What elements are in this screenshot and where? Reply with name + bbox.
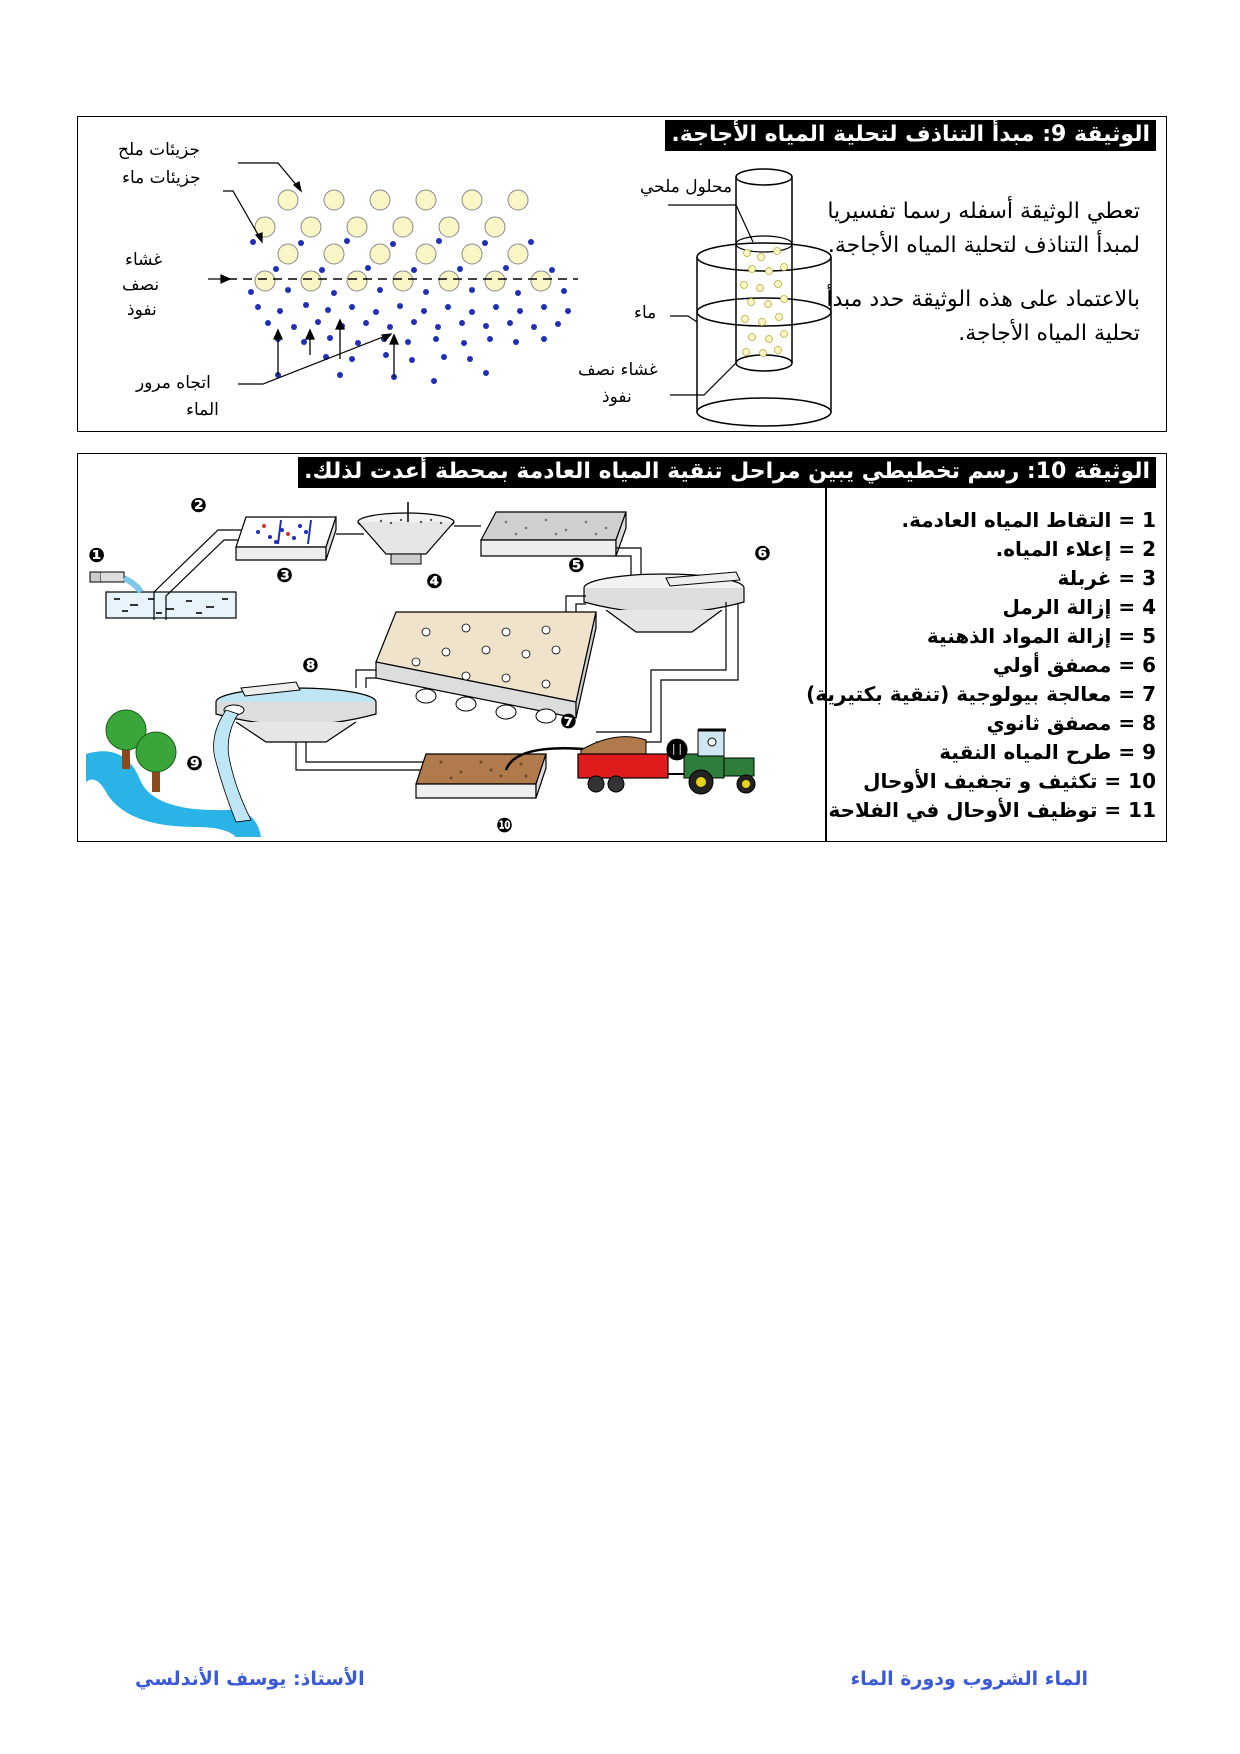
sludge-box [416,748,596,798]
legend-item-3: 3 = غربلة [1057,566,1156,590]
grease-box [481,512,626,556]
treatment-plant-diagram [86,492,821,837]
tube-membrane [736,355,792,371]
legend-item-7: 7 = معالجة بيولوجية (تنقية بكتيرية) [806,682,1156,706]
step-marker-10: ❿ [496,813,513,837]
footer-topic: الماء الشروب ودورة الماء [850,1668,1088,1690]
step-marker-3: ❸ [276,563,293,587]
step-marker-6: ❻ [754,541,771,565]
label-membrane-left-3: نفوذ [127,300,157,320]
step-marker-11: ⓫ [666,739,689,764]
legend-item-6: 6 = مصفق أولي [992,653,1156,677]
secondary-clarifier [216,682,376,742]
footer-teacher: الأستاذ: يوسف الأندلسي [135,1668,365,1690]
label-permeable-right: نفوذ [602,387,632,407]
doc9-question-line2: تحلية المياه الأجاجة. [958,321,1140,346]
step-marker-1: ❶ [88,543,105,567]
label-water-flow-2: الماء [186,400,219,420]
label-water: ماء [634,303,657,323]
legend-item-10: 10 = تكثيف و تجفيف الأوحال [863,769,1156,793]
label-membrane-left-1: غشاء [125,250,163,270]
legend-item-8: 8 = مصفق ثانوي [986,711,1156,735]
label-membrane-left-2: نصف [122,275,160,295]
legend-item-4: 4 = إزالة الرمل [1002,595,1156,619]
step-marker-7: ❼ [560,709,577,733]
label-salt-solution: محلول ملحي [640,177,733,197]
doc9-description-line1: تعطي الوثيقة أسفله رسما تفسيريا [827,199,1140,224]
grit-funnel [358,502,454,564]
tube-salt-dots [741,248,788,357]
label-salt-molecules: جزيئات ملح [118,140,201,160]
doc9-description-line2: لمبدأ التناذف لتحلية المياه الأجاجة. [827,233,1140,258]
legend-item-1: 1 = التقاط المياه العادمة. [901,508,1156,532]
document-9-box [77,116,1167,432]
biological-box [376,612,596,723]
step-marker-9: ❾ [186,751,203,775]
step-marker-8: ❽ [302,653,319,677]
doc10-title: الوثيقة 10: رسم تخطيطي يبين مراحل تنقية المياه العادمة بمحطة أعدت لذلك. [298,457,1156,488]
screening-box [236,517,336,560]
label-membrane-right: غشاء نصف [578,360,658,380]
legend-item-5: 5 = إزالة المواد الذهنية [926,624,1156,648]
primary-clarifier [584,572,744,632]
legend-item-2: 2 = إعلاء المياه. [995,537,1156,561]
step-marker-4: ❹ [426,569,443,593]
step-marker-5: ❺ [568,553,585,577]
doc9-title: الوثيقة 9: مبدأ التناذف لتحلية المياه الأجاجة. [665,120,1156,151]
beaker-bottom [697,398,831,426]
step-marker-2: ❷ [190,493,207,517]
inlet-tank [90,572,236,618]
label-water-molecules: جزيئات ماء [122,168,201,188]
document-10-box [77,453,1167,842]
doc9-question-line1: بالاعتماد على هذه الوثيقة حدد مبدأ [826,287,1140,312]
legend-item-11: 11 = توظيف الأوحال في الفلاحة [828,798,1156,822]
label-water-flow-1: اتجاه مرور [136,373,211,393]
tube-top-rim [736,169,792,185]
legend-item-9: 9 = طرح المياه النقية [939,740,1156,764]
legend-list [806,506,1156,825]
